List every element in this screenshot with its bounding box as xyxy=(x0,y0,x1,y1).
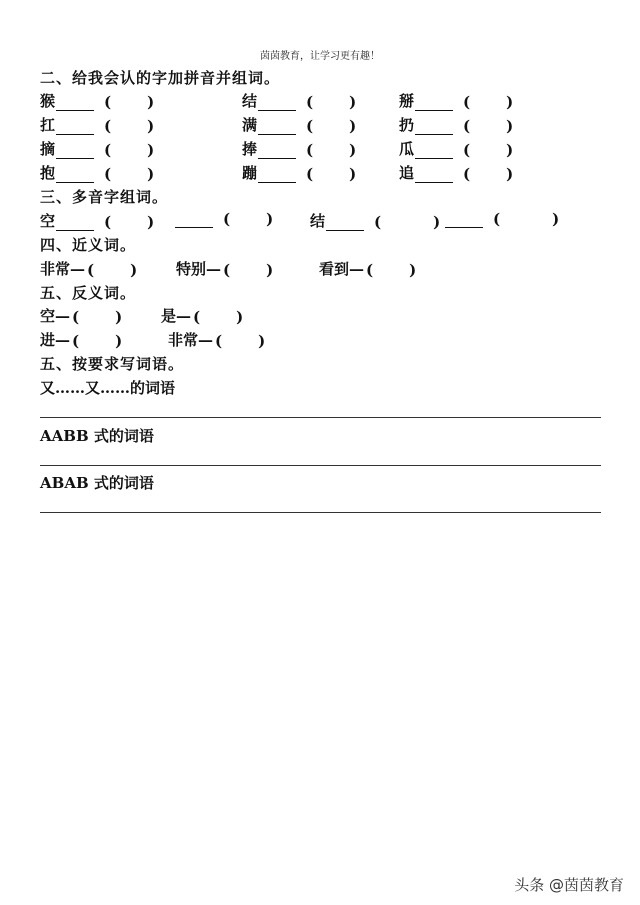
synonym-item: 特别— xyxy=(176,260,222,278)
prompt-abab: ABAB 式的词语 xyxy=(40,474,154,492)
answer-paren[interactable]: ( ) xyxy=(193,308,244,326)
synonym-item: 看到— xyxy=(319,260,365,278)
char: 结 xyxy=(242,92,258,110)
section-antonym-title: 五、反义词。 xyxy=(40,284,137,302)
antonym-item: 是— xyxy=(161,307,192,325)
watermark: 头条 @茵茵教育 xyxy=(514,876,624,894)
char: 空 xyxy=(40,212,56,230)
section-synonym-title: 四、近义词。 xyxy=(40,236,137,254)
pinyin-paren[interactable]: ( ) xyxy=(374,213,441,231)
char: 猴 xyxy=(40,92,56,110)
answer-blank[interactable] xyxy=(445,211,483,228)
char: 抱 xyxy=(40,164,56,182)
pinyin-paren[interactable]: ( ) xyxy=(493,210,560,228)
pinyin-paren[interactable]: ( ) xyxy=(306,141,357,159)
answer-blank[interactable] xyxy=(258,142,296,159)
answer-paren[interactable]: ( ) xyxy=(215,332,266,350)
answer-blank[interactable] xyxy=(415,166,453,183)
answer-blank[interactable] xyxy=(258,118,296,135)
pinyin-paren[interactable]: ( ) xyxy=(306,117,357,135)
answer-blank[interactable] xyxy=(326,214,364,231)
answer-blank[interactable] xyxy=(56,214,94,231)
char: 蹦 xyxy=(242,164,258,182)
answer-paren[interactable]: ( ) xyxy=(223,261,274,279)
char: 捧 xyxy=(242,140,258,158)
pinyin-paren[interactable]: ( ) xyxy=(463,141,514,159)
pinyin-paren[interactable]: ( ) xyxy=(104,165,155,183)
answer-line[interactable] xyxy=(40,417,601,418)
polyphone-row xyxy=(40,210,600,232)
answer-blank[interactable] xyxy=(56,118,94,135)
answer-paren[interactable]: ( ) xyxy=(366,261,417,279)
answer-blank[interactable] xyxy=(415,118,453,135)
char: 扔 xyxy=(399,116,415,134)
pinyin-paren[interactable]: ( ) xyxy=(104,141,155,159)
answer-paren[interactable]: ( ) xyxy=(72,332,123,350)
char: 满 xyxy=(242,116,258,134)
char: 摘 xyxy=(40,140,56,158)
answer-line[interactable] xyxy=(40,465,601,466)
antonym-item: 空— xyxy=(40,307,71,325)
pinyin-paren[interactable]: ( ) xyxy=(104,213,155,231)
answer-blank[interactable] xyxy=(175,211,213,228)
section-pinyin-title: 二、给我会认的字加拼音并组词。 xyxy=(40,69,281,87)
pinyin-paren[interactable]: ( ) xyxy=(463,117,514,135)
answer-blank[interactable] xyxy=(56,94,94,111)
antonym-item: 非常— xyxy=(168,331,214,349)
pinyin-row-3 xyxy=(40,138,600,160)
pinyin-row-2 xyxy=(40,114,600,136)
answer-blank[interactable] xyxy=(258,94,296,111)
synonym-row xyxy=(40,258,600,280)
answer-blank[interactable] xyxy=(258,166,296,183)
answer-blank[interactable] xyxy=(415,94,453,111)
answer-blank[interactable] xyxy=(56,142,94,159)
pinyin-paren[interactable]: ( ) xyxy=(223,210,274,228)
prompt-you-you: 又……又……的词语 xyxy=(40,379,176,397)
char: 追 xyxy=(399,164,415,182)
pinyin-paren[interactable]: ( ) xyxy=(104,117,155,135)
answer-line[interactable] xyxy=(40,512,601,513)
section-polyphone-title: 三、多音字组词。 xyxy=(40,188,169,206)
page-header: 茵茵教育，让学习更有趣！ xyxy=(260,51,380,62)
antonym-row-2 xyxy=(40,329,600,351)
pinyin-paren[interactable]: ( ) xyxy=(463,93,514,111)
section-write-words-title: 五、按要求写词语。 xyxy=(40,355,185,373)
prompt-aabb: AABB 式的词语 xyxy=(40,427,154,445)
pinyin-row-4 xyxy=(40,162,600,184)
pinyin-paren[interactable]: ( ) xyxy=(104,93,155,111)
pinyin-paren[interactable]: ( ) xyxy=(306,165,357,183)
answer-blank[interactable] xyxy=(415,142,453,159)
pinyin-paren[interactable]: ( ) xyxy=(463,165,514,183)
char: 瓜 xyxy=(399,140,415,158)
answer-paren[interactable]: ( ) xyxy=(87,261,138,279)
char: 结 xyxy=(310,212,326,230)
answer-blank[interactable] xyxy=(56,166,94,183)
char: 掰 xyxy=(399,92,415,110)
pinyin-paren[interactable]: ( ) xyxy=(306,93,357,111)
pinyin-row-1 xyxy=(40,90,600,112)
answer-paren[interactable]: ( ) xyxy=(72,308,123,326)
antonym-item: 进— xyxy=(40,331,71,349)
antonym-row-1 xyxy=(40,305,600,327)
char: 扛 xyxy=(40,116,56,134)
synonym-item: 非常— xyxy=(40,260,86,278)
